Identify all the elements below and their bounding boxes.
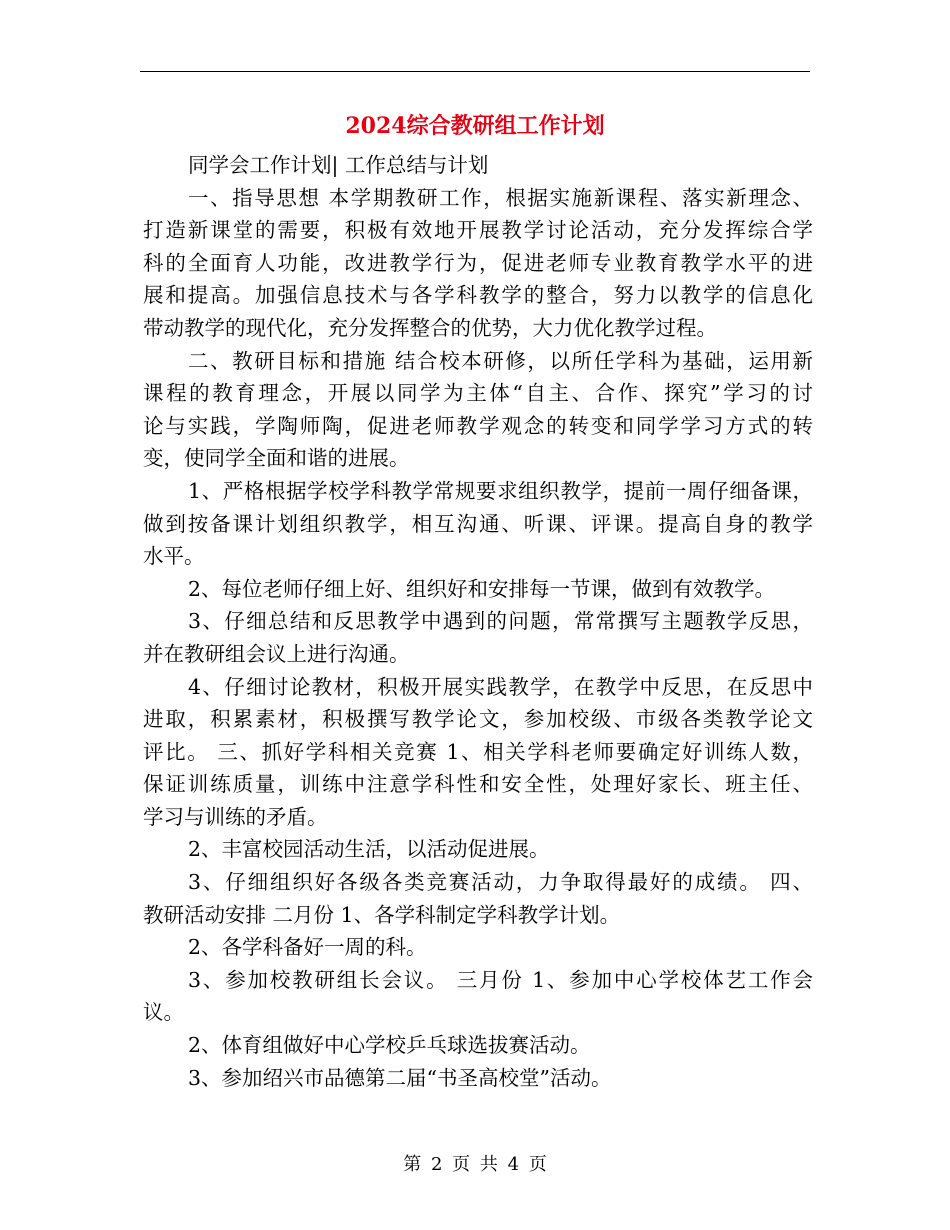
text-line: 水平。	[143, 544, 205, 569]
paragraph	[143, 149, 813, 182]
paragraph	[143, 866, 813, 931]
document-body	[143, 149, 813, 1094]
text-line: 议。	[143, 1000, 184, 1025]
paragraph	[143, 345, 813, 475]
text-line: 2、各学科备好一周的科。	[188, 935, 427, 960]
text-line: 2、体育组做好中心学校乒乓球选拔赛活动。	[188, 1033, 591, 1058]
paragraph	[143, 931, 813, 964]
paragraph	[143, 671, 813, 834]
text-line: 同学会工作计划| 工作总结与计划	[188, 153, 489, 177]
text-line: 学习与训练的矛盾。	[143, 804, 328, 829]
paragraph	[143, 475, 813, 573]
text-line: 3、参加绍兴市品德第二届“书圣高校堂”活动。	[188, 1065, 612, 1090]
text-line: 展和提高。加强信息技术与各学科教学的整合，努力以教学的信息化	[143, 283, 813, 308]
text-line: 3、参加校教研组长会议。 三月份 1、参加中心学校体艺工作会	[188, 967, 813, 992]
paragraph	[143, 605, 813, 670]
page-footer: 第 2 页 共 4 页	[403, 1154, 547, 1175]
paragraph	[143, 833, 813, 866]
text-line: 打造新课堂的需要，积极有效地开展教学讨论活动，充分发挥综合学	[143, 218, 813, 243]
text-line: 2、丰富校园活动生活，以活动促进展。	[188, 837, 550, 862]
text-line: 2、每位老师仔细上好、组织好和安排每一节课，做到有效教学。	[188, 576, 776, 601]
paragraph	[143, 182, 813, 345]
text-line: 并在教研组会议上进行沟通。	[143, 641, 410, 666]
paragraph	[143, 1029, 813, 1062]
paragraph	[143, 1062, 813, 1095]
text-line: 科的全面育人功能，改进教学行为，促进老师专业教育教学水平的进	[143, 250, 813, 275]
text-line: 课程的教育理念，开展以同学为主体“自主、合作、探究”学习的讨	[143, 381, 813, 406]
paragraph	[143, 573, 813, 606]
paragraph	[143, 964, 813, 1029]
text-line: 1、严格根据学校学科教学常规要求组织教学，提前一周仔细备课，	[188, 478, 813, 503]
document-title: 2024综合教研组工作计划	[345, 113, 605, 139]
text-line: 3、仔细组织好各级各类竞赛活动，力争取得最好的成绩。 四、	[188, 870, 813, 895]
text-line: 做到按备课计划组织教学，相互沟通、听课、评课。提高自身的教学	[143, 511, 813, 536]
text-line: 3、仔细总结和反思教学中遇到的问题，常常撰写主题教学反思，	[188, 609, 813, 634]
header-rule	[140, 71, 810, 72]
text-line: 二、教研目标和措施 结合校本研修，以所任学科为基础，运用新	[188, 348, 813, 373]
text-line: 保证训练质量，训练中注意学科性和安全性，处理好家长、班主任、	[143, 772, 813, 797]
text-line: 4、仔细讨论教材，积极开展实践教学，在教学中反思，在反思中	[188, 674, 813, 699]
text-line: 变，使同学全面和谐的进展。	[143, 446, 410, 471]
text-line: 教研活动安排 二月份 1、各学科制定学科教学计划。	[143, 902, 621, 927]
text-line: 论与实践，学陶师陶，促进老师教学观念的转变和同学学习方式的转	[143, 413, 813, 438]
text-line: 评比。 三、抓好学科相关竞赛 1、相关学科老师要确定好训练人数，	[143, 739, 813, 764]
text-line: 进取，积累素材，积极撰写教学论文，参加校级、市级各类教学论文	[143, 707, 813, 732]
text-line: 一、指导思想 本学期教研工作，根据实施新课程、落实新理念、	[188, 185, 813, 210]
text-line: 带动教学的现代化，充分发挥整合的优势，大力优化教学过程。	[143, 315, 717, 340]
